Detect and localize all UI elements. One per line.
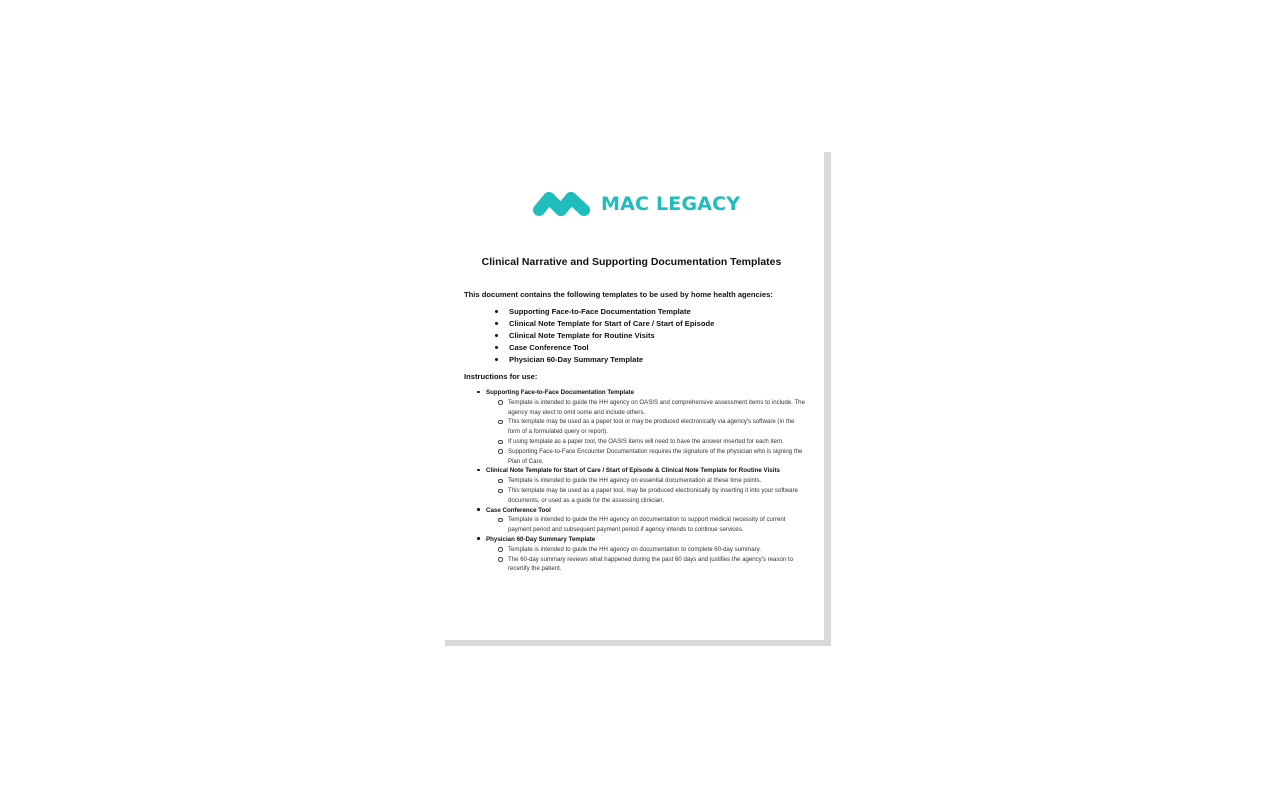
list-item: This template may be used as a paper tool, may be produced electronically by inserting it into your software documents, or used as a guide for the assessing clinician. [486, 486, 807, 506]
section-title: Physician 60-Day Summary Template [486, 535, 596, 543]
section-items [486, 398, 807, 467]
templates-list [493, 306, 714, 366]
list-item: Supporting Face-to-Face Encounter Documentation requires the signature of the physician who is signing the Plan of Care. [486, 447, 807, 467]
section-title: Supporting Face-to-Face Documentation Template [486, 389, 635, 396]
instruction-section [477, 388, 807, 466]
list-item: Case Conference Tool [493, 342, 714, 354]
document-intro: This document contains the following templates to be used by home health agencies: [464, 290, 773, 299]
section-title: Case Conference Tool [486, 506, 551, 514]
list-item: Template is intended to guide the HH agency on documentation to support medical necessity of current payment period and subsequent payment period if agency intends to continue services. [486, 515, 807, 535]
instructions-list [477, 388, 807, 574]
mac-legacy-logo-icon [531, 190, 593, 218]
list-item: Clinical Note Template for Start of Care / Start of Episode [493, 318, 714, 330]
list-item: The 60-day summary reviews what happened during the past 60 days and justifies the agency's reason to recertify the patient. [486, 555, 807, 575]
list-item: Template is intended to guide the HH agency on documentation to complete 60-day summary. [486, 545, 807, 555]
instruction-section [477, 466, 807, 505]
list-item: Physician 60-Day Summary Template [493, 354, 714, 366]
section-items [486, 515, 807, 535]
instructions-heading: Instructions for use: [464, 372, 538, 381]
list-item: Supporting Face-to-Face Documentation Template [493, 306, 714, 318]
instruction-section [477, 535, 807, 574]
list-item: Template is intended to guide the HH agency on essential documentation at these time points. [486, 476, 807, 486]
list-item: Clinical Note Template for Routine Visits [493, 330, 714, 342]
document-title: Clinical Narrative and Supporting Documentation Templates [481, 256, 782, 268]
section-title: Clinical Note Template for Start of Care / Start of Episode & Clinical Note Template for Routine Visits [486, 467, 780, 475]
list-item: Template is intended to guide the HH agency on OASIS and comprehensive assessment items to include. The agency may elect to omit some and include others. [486, 398, 807, 418]
instruction-section [477, 506, 807, 535]
section-items [486, 545, 807, 574]
section-items [486, 476, 807, 505]
list-item: This template may be used as a paper tool or may be produced electronically via agency's software (in the form of a formulated query or report). [486, 417, 807, 437]
brand-logo [531, 190, 740, 218]
brand-name: MAC LEGACY [601, 193, 741, 215]
list-item: If using template as a paper tool, the OASIS items will need to have the answer inserted for each item. [486, 437, 807, 447]
document-page [439, 146, 824, 640]
